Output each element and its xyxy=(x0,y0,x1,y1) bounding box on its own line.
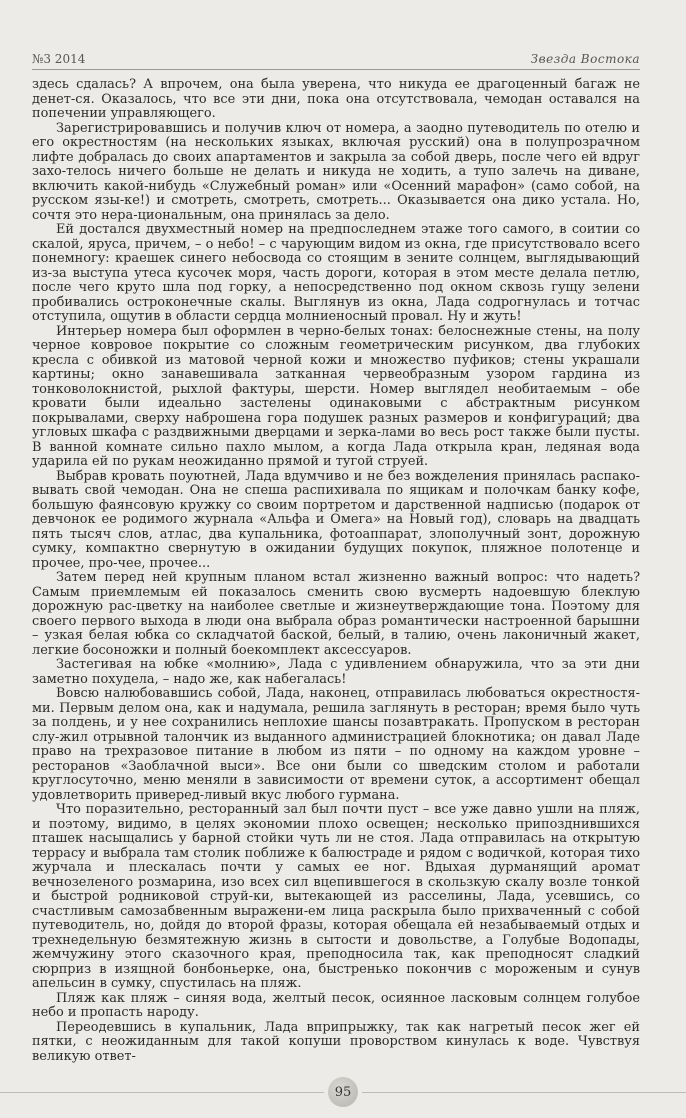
paragraph: Пляж как пляж – синяя вода, желтый песок, осиянное ласковым солнцем голубое небо и пропасть народу. xyxy=(32,990,640,1020)
paragraph: Зарегистрировавшись и получив ключ от номера, а заодно путеводитель по отелю и его окрестностям (на нескольких языках, включая русский) она в полупрозрачном лифте добралась до своих апартаментов и закрыла за собой дверь, после чего ей вдруг захо-телось ничего больше не делать и никуда не ходить, а тупо залечь на диване, включить какой-нибудь «Служебный роман» или «Осенний марафон» (само собой, на русском язы-ке!) и смотреть, смотреть, смотреть... Оказывается она дико устала. Но, сочтя это нера-циональным, она принялась за дело. xyxy=(32,120,640,223)
paragraph: Затем перед ней крупным планом встал жизненно важный вопрос: что надеть? Самым приемлемым ей показалось сменить свою вусмерть надоевшую блеклую дорожную рас-цветку на наиболее светлые и жизнеутверждающие тона. Поэтому для своего первого выхода в люди она выбрала образ романтически настроенной барышни – узкая белая юбка со складчатой баской, белый, в талию, очень лаконичный жакет, легкие босоножки и полный боекомплект аксессуаров. xyxy=(32,570,640,658)
article-body xyxy=(32,78,640,1064)
footer-rule-left xyxy=(0,1092,324,1093)
paragraph: Что поразительно, ресторанный зал был почти пуст – все уже давно ушли на пляж, и поэтому, видимо, в целях экономии плохо освещен; несколько припозднившихся пташек насыщались у барной стойки чуть ли не стоя. Лада отправилась на открытую террасу и выбрала там столик поближе к балюстраде и рядом с водичкой, которая тихо журчала и плескалась почти у самых ее ног. Вдыхая дурманящий аромат вечнозеленого розмарина, изо всех сил вцепившегося в скользкую скалу возле тонкой и быстрой родниковой струй-ки, вытекающей из расселины, Лада, усевшись, со счастливым самозабвенным выражени-ем лица раскрыла было прихваченный с собой путеводитель, но, дойдя до второй фразы, которая обещала ей незабываемый отдых и трехнедельную безмятежную жизнь в сытости и довольстве, а Голубые Водопады, жемчужину этого сказочного края, преподносила так, как преподносят сладкий сюрприз в изящной бонбоньерке, она, быстренько покончив с мороженым и сунув апельсин в сумку, спустилась на пляж. xyxy=(32,802,640,991)
journal-title: Звезда Востока xyxy=(530,52,640,66)
paragraph: здесь сдалась? А впрочем, она была уверена, что никуда ее драгоценный багаж не денет-ся. Оказалось, что все эти дни, пока она отсутствовала, чемодан оставался на попечении управляющего. xyxy=(32,77,640,121)
paragraph: Выбрав кровать поуютней, Лада вдумчиво и не без вожделения принялась распако-вывать свой чемодан. Она не спеша распихивала по ящикам и полочкам банку кофе, большую фаянсовую кружку со своим портретом и дарственной надписью (подарок от девчонок ее родимого журнала «Альфа и Омега» на Новый год), словарь на двадцать пять тысяч слов, атлас, два купальника, фотоаппарат, злополучный зонт, дорожную сумку, компактно свернутую в ожидании будущих покупок, пляжное полотенце и прочее, про-чее, прочее... xyxy=(32,468,640,571)
paragraph: Застегивая на юбке «молнию», Лада с удивлением обнаружила, что за эти дни заметно похудела, – надо же, как набегалась! xyxy=(32,657,640,687)
page-footer xyxy=(0,1076,686,1108)
footer-rule-right xyxy=(362,1092,686,1093)
paragraph: Ей достался двухместный номер на предпоследнем этаже того самого, в соитии со скалой, яруса, причем, – о небо! – с чарующим видом из окна, где присутствовало всего понемногу: краешек синего небосвода со стоящим в зените солнцем, выглядывающий из-за выступа утеса кусочек моря, часть дороги, которая в этом месте делала петлю, после чего круто шла под горку, а непосредственно под окном сквозь гущу зелени пробивались остроконечные скалы. Выглянув из окна, Лада содрогнулась и тотчас отступила, ощутив в области сердца молниеносный провал. Ну и жуть! xyxy=(32,222,640,324)
paragraph: Интерьер номера был оформлен в черно-белых тонах: белоснежные стены, на полу черное ковровое покрытие со сложным геометрическим рисунком, два глубоких кресла с обивкой из матовой черной кожи и множество пуфиков; стены украшали картины; окно занавешивала затканная червеобразным узором гардина из тонковолокнистой, рыхлой фактуры, шерсти. Номер выглядел необитаемым – обе кровати были идеально застелены одинаковыми с абстрактным рисунком покрывалами, сверху наброшена гора подушек разных размеров и конфигураций; два угловых шкафа с раздвижными дверцами и зерка-лами во весь рост также были пусты. В ванной комнате сильно пахло мылом, а когда Лада открыла кран, ледяная вода ударила ей по рукам неожиданно прямой и тугой струей. xyxy=(32,323,640,469)
running-header xyxy=(32,44,640,70)
paragraph: Переодевшись в купальник, Лада вприпрыжку, так как нагретый песок жег ей пятки, с неожиданным для такой копуши проворством кинулась к воде. Чувствуя великую ответ- xyxy=(32,1019,640,1064)
page-number: 95 xyxy=(328,1077,358,1107)
paragraph: Вовсю налюбовавшись собой, Лада, наконец, отправилась любоваться окрестностя-ми. Первым делом она, как и надумала, решила заглянуть в ресторан; время было чуть за полдень, и у нее сохранились неплохие шансы позавтракать. Пропуском в ресторан слу-жил отрывной талончик из выданного администрацией блокнотика; он давал Ладе право на трехразовое питание в любом из пяти – по одному на каждом уровне – ресторанов «Заоблачной выси». Все они были со шведским столом и работали круглосуточно, меню меняли в зависимости от времени суток, а ассортимент обещал удовлетворить приверед-ливый вкус любого гурмана. xyxy=(32,686,640,803)
issue-number: №3 2014 xyxy=(32,52,86,66)
